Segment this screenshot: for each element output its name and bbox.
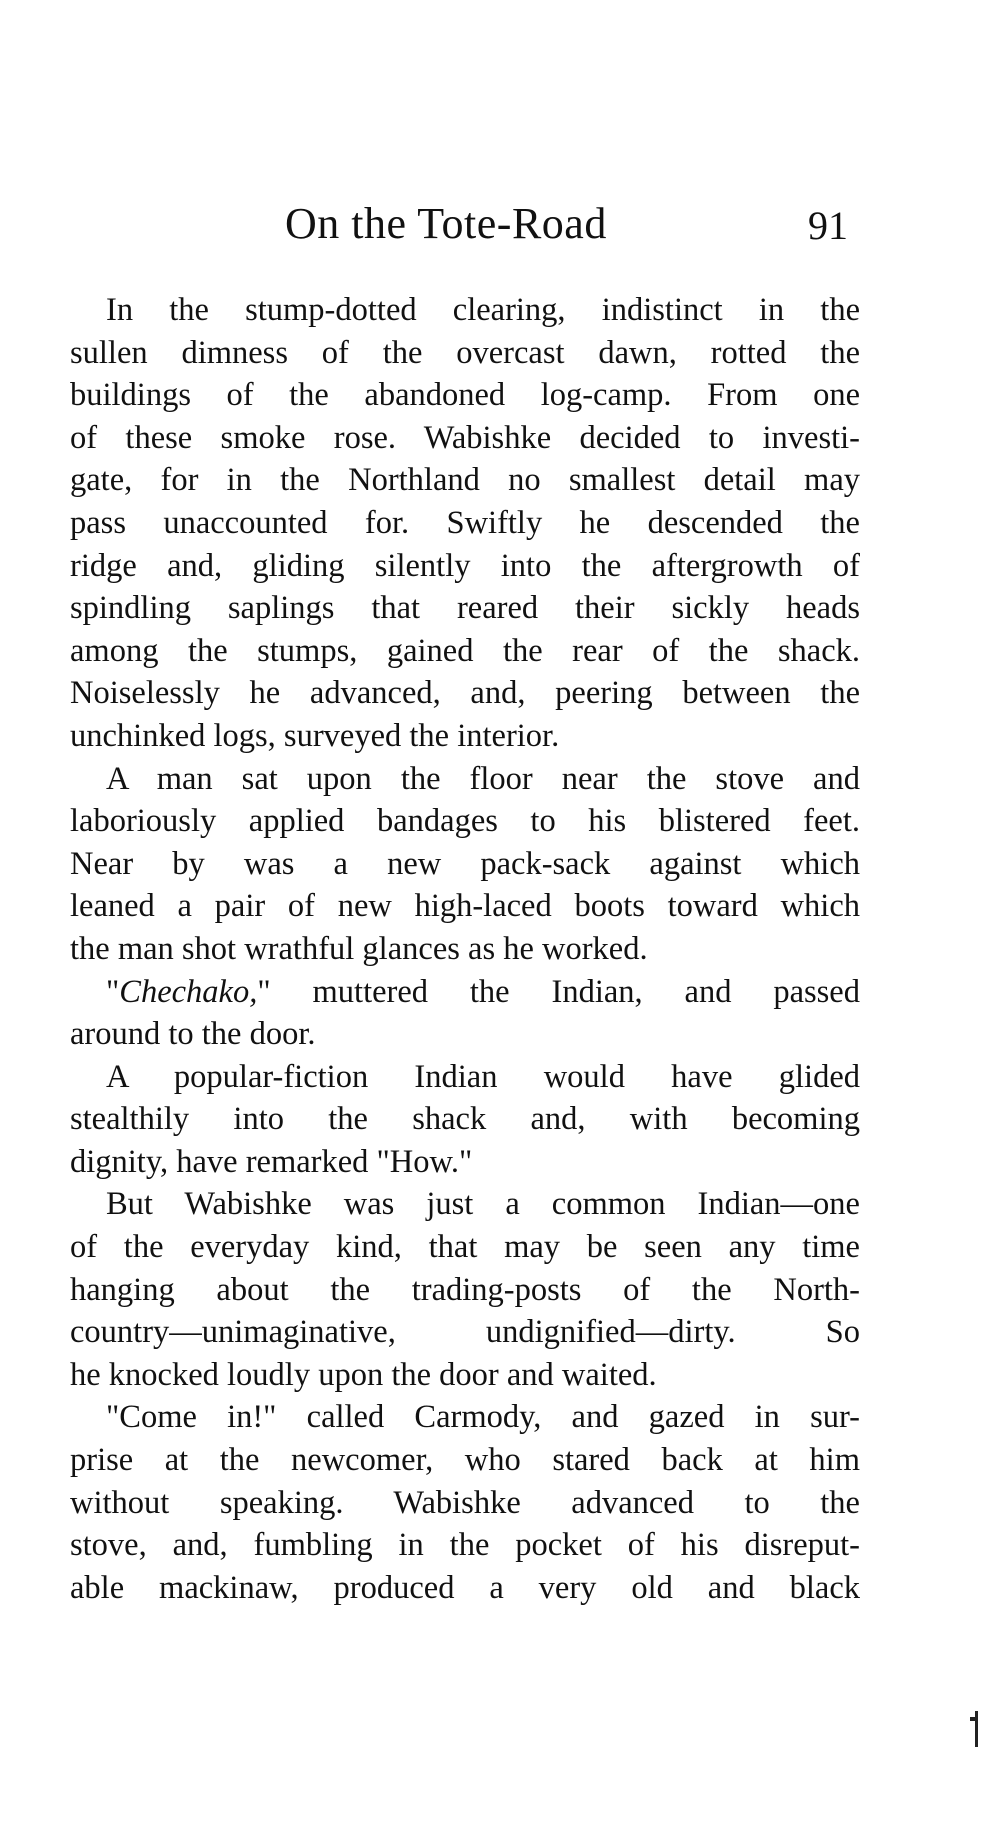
- text-line: leaned a pair of new high-laced boots toward which: [70, 888, 860, 925]
- body-text: [70, 289, 860, 1609]
- text-line: But Wabishke was just a common Indian—one: [106, 1186, 860, 1223]
- text-line: [70, 971, 860, 1014]
- text-line: sullen dimness of the overcast dawn, rotted the: [70, 334, 860, 371]
- paragraph: [70, 1056, 860, 1184]
- text-line: In the stump-dotted clearing, indistinct in the: [106, 292, 860, 328]
- open-quote: ": [106, 973, 120, 1010]
- text-line: stealthily into the shack and, with becoming: [70, 1101, 860, 1138]
- running-title: On the Tote-Road: [285, 199, 607, 248]
- text-line: buildings of the abandoned log-camp. From one: [70, 377, 860, 414]
- text-line: prise at the newcomer, who stared back at him: [70, 1442, 860, 1479]
- text-line: among the stumps, gained the rear of the shack.: [70, 632, 860, 669]
- text-line: of these smoke rose. Wabishke decided to investi-: [70, 419, 860, 456]
- text-line: the man shot wrathful glances as he worked.: [70, 930, 648, 967]
- line-rest: " muttered the Indian, and passed: [257, 973, 860, 1010]
- running-head: [0, 196, 1000, 252]
- text-line: "Come in!" called Carmody, and gazed in sur-: [106, 1399, 860, 1436]
- text-line: A popular-fiction Indian would have glided: [106, 1058, 860, 1095]
- text-line: he knocked loudly upon the door and waited.: [70, 1356, 657, 1393]
- page-number: 91: [808, 203, 848, 248]
- text-line: country—unimaginative, undignified—dirty. So: [70, 1314, 860, 1351]
- text-line: gate, for in the Northland no smallest detail may: [70, 462, 860, 499]
- text-line: ridge and, gliding silently into the aftergrowth of: [70, 547, 860, 584]
- text-line: of the everyday kind, that may be seen any time: [70, 1229, 860, 1266]
- paragraph: [70, 1183, 860, 1396]
- text-line: Near by was a new pack-sack against which: [70, 845, 860, 882]
- paragraph: [70, 1396, 860, 1609]
- text-line: able mackinaw, produced a very old and black: [70, 1569, 860, 1606]
- paragraph: [70, 289, 860, 758]
- text-line: spindling saplings that reared their sickly heads: [70, 590, 860, 627]
- text-line: stove, and, fumbling in the pocket of his disreput-: [70, 1527, 860, 1564]
- text-line: without speaking. Wabishke advanced to the: [70, 1484, 860, 1521]
- text-line: hanging about the trading-posts of the North-: [70, 1271, 860, 1308]
- text-line: around to the door.: [70, 1016, 316, 1053]
- text-line: dignity, have remarked "How.": [70, 1143, 473, 1180]
- paragraph: [70, 971, 860, 1056]
- text-line: Noiselessly he advanced, and, peering between the: [70, 675, 860, 712]
- text-line: A man sat upon the floor near the stove and: [106, 760, 860, 797]
- scan-margin-mark: [975, 1711, 978, 1747]
- text-line: laboriously applied bandages to his blistered feet.: [70, 803, 860, 840]
- italic-word: Chechako,: [119, 973, 258, 1010]
- text-line: unchinked logs, surveyed the interior.: [70, 717, 560, 754]
- text-line: pass unaccounted for. Swiftly he descended the: [70, 504, 860, 541]
- paragraph: [70, 758, 860, 971]
